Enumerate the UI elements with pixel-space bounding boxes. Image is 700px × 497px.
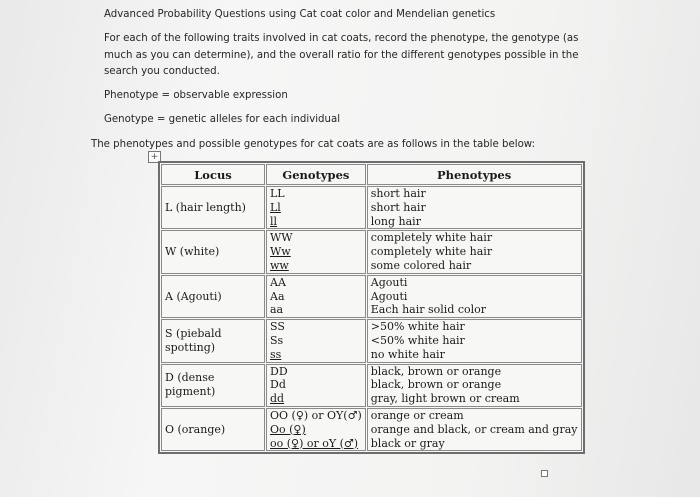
genotypes-cell [266,319,366,362]
genotypes-cell [266,364,366,407]
genotype: AA [270,275,286,289]
locus-cell: A (Agouti) [161,275,265,318]
locus-cell: O (orange) [161,408,265,451]
phenotype: Each hair solid color [370,303,487,317]
phenotype: short hair [370,200,426,214]
genotype: OO (♀) or OY(♂) [270,408,362,422]
locus-cell: D (dense pigment) [161,364,265,407]
genotype: WW [270,231,293,245]
phenotype: Agouti [370,275,408,289]
phenotype: no white hair [370,347,445,361]
genotypes-cell [266,408,366,451]
genotype: aa [270,303,284,317]
phenotype: short hair [370,187,426,200]
cat-coat-table [158,161,585,454]
phenotype: orange or cream [370,408,464,422]
genotype-definition: Genotype = genetic alleles for each individual [104,114,341,125]
header-locus: Locus [161,164,265,185]
genotype: DD [270,364,288,378]
genotype: dd [270,392,285,406]
phenotype: completely white hair [370,245,493,259]
phenotype: gray, light brown or cream [370,392,520,406]
genotypes-cell [266,275,366,318]
table-row [161,186,582,229]
table-row [161,364,582,407]
table-resize-handle[interactable] [541,470,548,477]
phenotype: completely white hair [370,231,493,245]
table-row [161,408,582,451]
phenotype: >50% white hair [370,320,465,334]
genotype: ss [270,347,282,361]
genotype: oo (♀) or oY (♂) [270,436,359,450]
document-title: Advanced Probability Questions using Cat coat color and Mendelian genetics [104,9,496,20]
phenotype: black, brown or orange [370,364,502,378]
phenotype: orange and black, or cream and gray [370,422,578,436]
genotype: LL [270,187,285,200]
genotypes-cell [266,186,366,229]
instructions-paragraph: For each of the following traits involved in cat coats, record the phenotype, the genotype (as much as you can determine), and the overall ratio for the different genotypes possible in the search you conducted. [104,33,579,77]
genotype: Dd [270,378,286,392]
genotype: ll [270,214,278,228]
genotype: Ss [270,333,284,347]
locus-cell: L (hair length) [161,186,265,229]
genotype: Ww [270,245,291,259]
table-header-row [161,164,582,185]
locus-cell: W (white) [161,230,265,273]
genotypes-cell [266,230,366,273]
phenotypes-cell [367,408,582,451]
genotype: Oo (♀) [270,422,306,436]
table-intro: The phenotypes and possible genotypes for cat coats are as follows in the table below: [91,139,536,150]
phenotype: black or gray [370,436,445,450]
phenotype: Agouti [370,289,408,303]
phenotypes-cell [367,230,582,273]
phenotype-definition: Phenotype = observable expression [104,90,288,101]
phenotypes-cell [367,319,582,362]
phenotype: <50% white hair [370,333,465,347]
phenotype: long hair [370,214,421,228]
header-phenotypes: Phenotypes [367,164,582,185]
table-row [161,275,582,318]
locus-cell: S (piebald spotting) [161,319,265,362]
genotype: Ll [270,200,281,214]
genotype: Aa [270,289,285,303]
table-move-handle-icon[interactable]: + [148,151,161,163]
phenotypes-cell [367,186,582,229]
genotype: SS [270,320,285,334]
table-row [161,319,582,362]
phenotype: some colored hair [370,258,472,272]
phenotypes-cell [367,364,582,407]
phenotypes-cell [367,275,582,318]
table-row [161,230,582,273]
genotype: ww [270,258,289,272]
header-genotypes: Genotypes [266,164,366,185]
phenotype: black, brown or orange [370,378,502,392]
